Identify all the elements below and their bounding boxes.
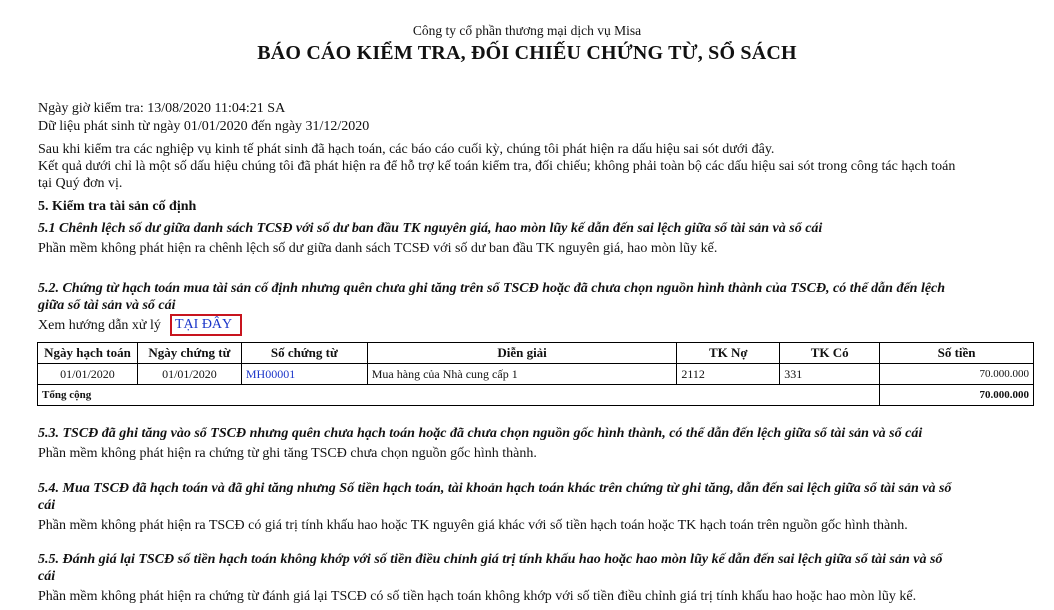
section-5-5-heading-cont: cái — [38, 569, 56, 584]
column-header: Ngày hạch toán — [38, 343, 138, 364]
total-label: Tổng cộng — [38, 385, 880, 406]
total-amount: 70.000.000 — [880, 385, 1034, 406]
intro-paragraph-1: Sau khi kiểm tra các nghiệp vụ kinh tế phát sinh đã hạch toán, các báo cáo cuối kỳ, chúng tôi phát hiện ra dấu hiệu sai sót dưới đây. — [38, 142, 775, 157]
column-header: TK Có — [780, 343, 880, 364]
table-row — [38, 364, 1034, 385]
intro-paragraph-2: Kết quả dưới chỉ là một số dấu hiệu chúng tôi đã phát hiện ra để hỗ trợ kế toán kiểm tra, đối chiếu; không phải toàn bộ các dấu hiệu sai sót trong công tác hạch toán — [38, 159, 956, 174]
posting-date-cell: 01/01/2020 — [38, 364, 138, 385]
section-5-4-text: Phần mềm không phát hiện ra TSCĐ có giá trị tính khấu hao hoặc TK nguyên giá khác với số tiền hạch toán hoặc TK hạch toán trên nguồn gốc hình thành. — [38, 518, 908, 533]
section-5-5-text: Phần mềm không phát hiện ra chứng từ đánh giá lại TSCĐ có số tiền hạch toán không khớp với số tiền điều chỉnh giá trị tính khấu hao hoặc hao mòn lũy kế. — [38, 589, 917, 604]
guide-link[interactable]: TẠI ĐÂY — [175, 317, 233, 332]
section-5-2-heading-cont: giữa sổ tài sản và sổ cái — [38, 298, 176, 313]
voucher-number-link[interactable]: MH00001 — [241, 364, 367, 385]
column-header: Ngày chứng từ — [137, 343, 241, 364]
section-5-3-text: Phần mềm không phát hiện ra chứng từ ghi tăng TSCĐ chưa chọn nguồn gốc hình thành. — [38, 446, 537, 461]
column-header: Số tiền — [880, 343, 1034, 364]
description-cell: Mua hàng của Nhà cung cấp 1 — [367, 364, 677, 385]
column-header: Diễn giải — [367, 343, 677, 364]
guide-label: Xem hướng dẫn xử lý — [38, 318, 161, 333]
section-5-2-heading: 5.2. Chứng từ hạch toán mua tài sản cố định nhưng quên chưa ghi tăng trên sổ TSCĐ hoặc đã chưa chọn nguồn hình thành của TSCĐ, có thể dẫn đến lệch — [38, 281, 946, 296]
column-header: TK Nợ — [677, 343, 780, 364]
section-5-4-heading: 5.4. Mua TSCĐ đã hạch toán và đã ghi tăng nhưng Số tiền hạch toán, tài khoản hạch toán khác trên chứng từ ghi tăng, dẫn đến sai lệch giữa sổ tài sản và sổ — [38, 481, 952, 496]
table-header-row — [38, 343, 1034, 364]
column-header: Số chứng từ — [241, 343, 367, 364]
intro-paragraph-2-cont: tại Quý đơn vị. — [38, 176, 123, 191]
total-row — [38, 385, 1034, 406]
credit-account-cell: 331 — [780, 364, 880, 385]
section-5-heading: 5. Kiểm tra tài sản cố định — [38, 199, 197, 214]
company-name: Công ty cổ phần thương mại dịch vụ Misa — [412, 23, 642, 38]
section-5-1-text: Phần mềm không phát hiện ra chênh lệch số dư giữa danh sách TCSĐ với số dư ban đầu TK nguyên giá, hao mòn lũy kế. — [38, 241, 718, 256]
section-5-3-heading: 5.3. TSCĐ đã ghi tăng vào sổ TSCĐ nhưng quên chưa hạch toán hoặc đã chưa chọn nguồn gốc hình thành, có thể dẫn đến lệch giữa sổ tài sản và sổ cái — [38, 426, 923, 441]
voucher-table — [37, 342, 1034, 406]
section-5-4-heading-cont: cái — [38, 498, 56, 513]
check-time: Ngày giờ kiểm tra: 13/08/2020 11:04:21 SA — [38, 101, 286, 116]
debit-account-cell: 2112 — [677, 364, 780, 385]
section-5-5-heading: 5.5. Đánh giá lại TSCĐ số tiền hạch toán không khớp với số tiền điều chỉnh giá trị tính khấu hao hoặc hao mòn lũy kế dẫn đến sai lệch giữa sổ tài sản và sổ — [38, 552, 943, 567]
section-5-1-heading: 5.1 Chênh lệch số dư giữa danh sách TCSĐ với số dư ban đầu TK nguyên giá, hao mòn lũy kế dẫn đến sai lệch giữa sổ tài sản và sổ cái — [38, 221, 823, 236]
report-title: BÁO CÁO KIỂM TRA, ĐỐI CHIẾU CHỨNG TỪ, SỔ SÁCH — [257, 42, 797, 64]
data-range: Dữ liệu phát sinh từ ngày 01/01/2020 đến ngày 31/12/2020 — [38, 119, 370, 134]
amount-cell: 70.000.000 — [880, 364, 1034, 385]
voucher-date-cell: 01/01/2020 — [137, 364, 241, 385]
